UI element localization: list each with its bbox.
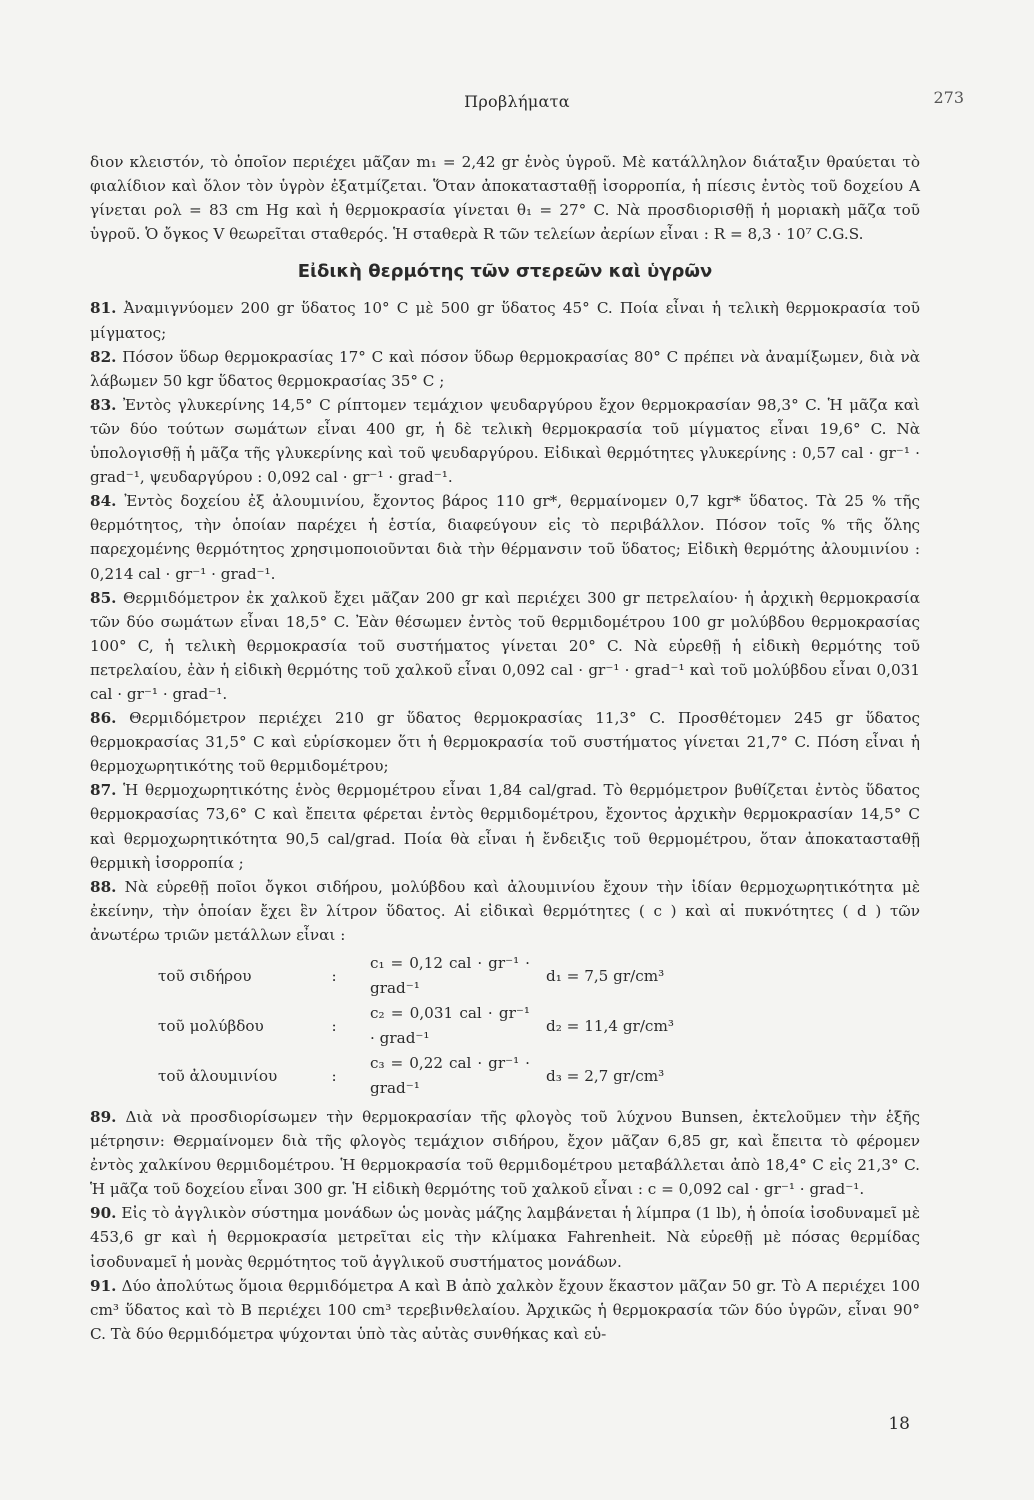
problem-paragraph [90,1105,920,1201]
metal-name: τοῦ σιδήρου [158,966,252,985]
section-title: Εἰδικὴ θερμότης τῶν στερεῶν καὶ ὑγρῶν [297,261,713,283]
problem-paragraph [90,1201,920,1273]
problem-paragraph [90,393,920,489]
problem-text: Θερμιδόμετρον ἐκ χαλκοῦ ἔχει μᾶζαν 200 gr καὶ περιέχει 300 gr πετρελαίου· ἡ ἀρχικὴ θερμοκρασία τῶν δύο σωμάτων εἶναι 18,5° C. Ἐὰν θέσωμεν ἐντὸς τοῦ θερμιδομέτρου 100 gr μολύβδου θερμοκρασίας 100° C, ἡ τελικὴ θερμοκρασία τοῦ συστήματος γίνεται 20° C. Νὰ εὑρεθῇ ἡ εἰδικὴ θερμότης τοῦ πετρελαίου, ἐὰν ἡ εἰδικὴ θερμότης τοῦ χαλκοῦ εἶναι 0,092 cal · gr⁻¹ · grad⁻¹ καὶ τοῦ μολύβδου εἶναι 0,031 cal · gr⁻¹ · grad⁻¹. [90,588,921,703]
metals-table [150,951,774,1101]
metal-colon: : [331,966,337,985]
metal-row [150,1001,774,1051]
problems-list-a [90,296,920,947]
metal-row [150,951,774,1001]
metal-density: d₁ = 7,5 gr/cm³ [546,966,665,985]
problem-text: Ἐντὸς γλυκερίνης 14,5° C ρίπτομεν τεμάχιον ψευδαργύρου ἔχον θερμοκρασίαν 98,3° C. Ἡ μᾶζα καὶ τῶν δύο τούτων σωμάτων εἶναι 400 gr, ἡ δὲ τελικὴ θερμοκρασία τοῦ μίγματος εἶναι 19,6° C. Νὰ ὑπολογισθῇ ἡ μᾶζα τῆς γλυκερίνης καὶ τοῦ ψευδαργύρου. Εἰδικαὶ θερμότητες γλυκερίνης : 0,57 cal · gr⁻¹ · grad⁻¹, ψευδαργύρου : 0,092 cal · gr⁻¹ · grad⁻¹. [90,395,921,487]
problem-text: Ἀναμιγνύομεν 200 gr ὕδατος 10° C μὲ 500 gr ὕδατος 45° C. Ποία εἶναι ἡ τελικὴ θερμοκρασία τοῦ μίγματος; [90,299,920,342]
problem-text: Δύο ἀπολύτως ὅμοια θερμιδόμετρα A καὶ B ἀπὸ χαλκὸν ἔχουν ἕκαστον μᾶζαν 50 gr. Τὸ A περιέχει 100 cm³ ὕδατος καὶ τὸ B περιέχει 100 cm³ τερεβινθελαίου. Ἀρχικῶς ἡ θερμοκρασία τῶν δύο ὑγρῶν, εἶναι 90° C. Τὰ δύο θερμιδόμετρα ψύχονται ὑπὸ τὰς αὐτὰς συνθήκας καὶ εὑ- [90,1276,920,1343]
problem-number: 89. [90,1108,117,1126]
intro-paragraph: διον κλειστόν, τὸ ὁποῖον περιέχει μᾶζαν m₁ = 2,42 gr ἑνὸς ὑγροῦ. Μὲ κατάλληλον διάταξιν θραύεται τὸ φιαλίδιον καὶ ὅλον τὸν ὑγρὸν ἐξατμίζεται. Ὅταν ἀποκατασταθῇ ἰσορροπία, ἡ πίεσις ἐντὸς τοῦ δοχείου A γίνεται ρολ = 83 cm Hg καὶ ἡ θερμοκρασία γίνεται θ₁ = 27° C. Νὰ προσδιορισθῇ ἡ μοριακὴ μᾶζα τοῦ ὑγροῦ. Ὁ ὄγκος V θεωρεῖται σταθερός. Ἡ σταθερὰ R τῶν τελείων ἀερίων εἶναι : R = 8,3 · 10⁷ C.G.S. [90,153,920,244]
problem-paragraph [90,345,920,393]
problem-paragraph [90,706,920,778]
metal-colon: : [331,1066,337,1085]
page-body [90,150,920,1346]
signature-number: 18 [888,1414,910,1434]
problem-text: Νὰ εὑρεθῇ ποῖοι ὄγκοι σιδήρου, μολύβδου καὶ ἀλουμινίου ἔχουν τὴν ἰδίαν θερμοχωρητικότητα μὲ ἐκείνην, τὴν ὁποίαν ἔχει ἓν λίτρον ὕδατος. Αἱ εἰδικαὶ θερμότητες ( c ) καὶ αἱ πυκνότητες ( d ) τῶν ἀνωτέρω τριῶν μετάλλων εἶναι : [90,877,921,944]
page-number: 273 [933,88,964,107]
problem-number: 84. [90,492,117,511]
metal-specific-heat: c₁ = 0,12 cal · gr⁻¹ · grad⁻¹ [370,954,530,997]
problem-text: Πόσον ὕδωρ θερμοκρασίας 17° C καὶ πόσον ὕδωρ θερμοκρασίας 80° C πρέπει νὰ ἀναμίξωμεν, διὰ νὰ λάβωμεν 50 kgr ὕδατος θερμοκρασίας 35° C ; [90,347,920,390]
metal-name: τοῦ μολύβδου [158,1016,264,1035]
problem-number: 87. [90,781,117,800]
metal-density: d₃ = 2,7 gr/cm³ [546,1066,665,1085]
metal-specific-heat: c₃ = 0,22 cal · gr⁻¹ · grad⁻¹ [370,1054,530,1097]
problem-paragraph [90,296,920,344]
problem-paragraph [90,875,920,947]
problem-number: 85. [90,588,117,607]
metal-specific-heat: c₂ = 0,031 cal · gr⁻¹ · grad⁻¹ [370,1004,530,1047]
problem-number: 90. [90,1204,117,1223]
problem-number: 82. [90,347,117,366]
problem-paragraph [90,586,920,706]
metal-row [150,1051,774,1101]
problem-number: 83. [90,395,117,414]
problem-paragraph [90,1274,920,1346]
problem-text: Θερμιδόμετρον περιέχει 210 gr ὕδατος θερμοκρασίας 11,3° C. Προσθέτομεν 245 gr ὕδατος θερμοκρασίας 31,5° C καὶ εὑρίσκομεν ὅτι ἡ θερμοκρασία τοῦ συστήματος γίνεται 21,7° C. Πόση εἶναι ἡ θερμοχωρητικότης τοῦ θερμιδομέτρου; [90,709,921,776]
problem-number: 91. [90,1276,117,1295]
problem-text: Ἐντὸς δοχείου ἐξ ἀλουμινίου, ἔχοντος βάρος 110 gr*, θερμαίνομεν 0,7 kgr* ὕδατος. Τὰ 25 % τῆς θερμότητος, τὴν ὁποίαν παρέχει ἡ ἑστία, διαφεύγουν εἰς τὸ περιβάλλον. Πόσον τοῖς % τῆς ὅλης παρεχομένης θερμότητος χρησιμοποιοῦνται διὰ τὴν θέρμανσιν τοῦ ὕδατος; Εἰδικὴ θερμότης ἀλουμινίου : 0,214 cal · gr⁻¹ · grad⁻¹. [90,492,920,583]
problem-number: 88. [90,877,117,896]
running-head: Προβλήματα [464,92,570,111]
problem-number: 86. [90,709,117,728]
problem-paragraph [90,778,920,874]
problem-text: Ἡ θερμοχωρητικότης ἑνὸς θερμομέτρου εἶναι 1,84 cal/grad. Τὸ θερμόμετρον βυθίζεται ἐντὸς ὕδατος θερμοκρασίας 73,6° C καὶ ἔπειτα φέρεται ἐντὸς θερμιδομέτρου, ἔχοντος ἀρχικὴν θερμοκρασίαν 14,5° C καὶ θερμοχωρητικότητα 90,5 cal/grad. Ποία θὰ εἶναι ἡ ἔνδειξις τοῦ θερμομέτρου, ὅταν ἀποκατασταθῇ θερμικὴ ἰσορροπία ; [90,781,921,872]
problem-number: 81. [90,299,117,318]
metal-density: d₂ = 11,4 gr/cm³ [546,1016,674,1035]
problem-text: Εἰς τὸ ἀγγλικὸν σύστημα μονάδων ὡς μονὰς μάζης λαμβάνεται ἡ λίμπρα (1 lb), ἡ ὁποία ἰσοδυναμεῖ μὲ 453,6 gr καὶ ἡ θερμοκρασία μετρεῖται εἰς τὴν κλίμακα Fahrenheit. Νὰ εὑρεθῇ μὲ πόσας θερμίδας ἰσοδυναμεῖ ἡ μονὰς θερμότητος τοῦ ἀγγλικοῦ συστήματος μονάδων. [90,1204,920,1271]
problems-list-b [90,1105,920,1346]
metal-colon: : [331,1016,337,1035]
problem-text: Διὰ νὰ προσδιορίσωμεν τὴν θερμοκρασίαν τῆς φλογὸς τοῦ λύχνου Bunsen, ἐκτελοῦμεν τὴν ἑξῆς μέτρησιν: Θερμαίνομεν διὰ τῆς φλογὸς τεμάχιον σιδήρου, ἔχον μᾶζαν 6,85 gr, καὶ ἔπειτα τὸ φέρομεν ἐντὸς χαλκίνου θερμιδομέτρου. Ἡ θερμοκρασία τοῦ θερμιδομέτρου μεταβάλλεται ἀπὸ 18,4° C εἰς 21,3° C. Ἡ μᾶζα τοῦ δοχείου εἶναι 300 gr. Ἡ εἰδικὴ θερμότης τοῦ χαλκοῦ εἶναι : c = 0,092 cal · gr⁻¹ · grad⁻¹. [90,1108,921,1199]
metal-name: τοῦ ἀλουμινίου [158,1066,278,1085]
problem-paragraph [90,489,920,585]
